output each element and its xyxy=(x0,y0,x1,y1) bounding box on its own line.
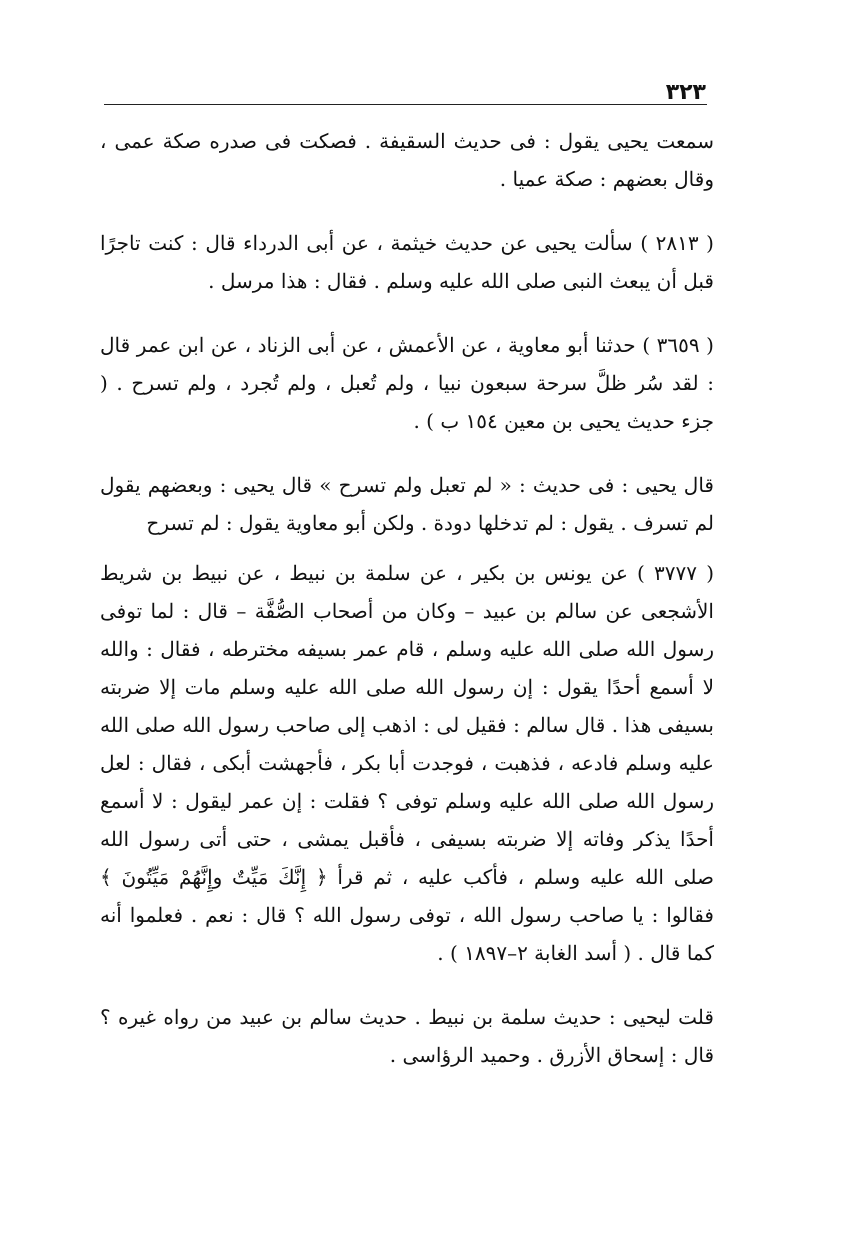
page-content xyxy=(100,122,714,1074)
page-number: ٣٢٣ xyxy=(665,80,706,105)
paragraph-saqifa: سمعت يحيى يقول : فى حديث السقيفة . فصكت فى صدره صكة عمى ، وقال بعضهم : صكة عميا . xyxy=(100,129,714,191)
paragraph-final-question: قلت ليحيى : حديث سلمة بن نبيط . حديث سالم بن عبيد من رواه غيره ؟ قال : إسحاق الأزرق . وحميد الرؤاسى . xyxy=(100,1005,714,1067)
header-rule xyxy=(104,104,707,105)
paragraph-3777: ( ٣٧٧٧ ) عن يونس بن بكير ، عن سلمة بن نبيط ، عن نبيط بن شريط الأشجعى عن سالم بن عبيد – وكان من أصحاب الصُّفَّة – قال : لما توفى رسول الله صلى الله عليه وسلم ، قام عمر بسيفه مخترطه ، فقال : والله لا أسمع أحدًا يقول : إن رسول الله صلى الله عليه وسلم مات إلا ضربته بسيفى هذا . قال سالم : فقيل لى : اذهب إلى صاحب رسول الله صلى الله عليه وسلم فادعه ، فذهبت ، فوجدت أبا بكر ، فأجهشت أبكى ، فقال : لعل رسول الله صلى الله عليه وسلم توفى ؟ فقلت : إن عمر ليقول : لا أسمع أحدًا يذكر وفاته إلا ضربته بسيفى ، فأقبل يمشى ، حتى أتى رسول الله صلى الله عليه وسلم ، فأكب عليه ، ثم قرأ ﴿ إِنَّكَ مَيِّتٌ وإِنَّهُمْ مَيِّتُونَ ﴾ فقالوا : يا صاحب رسول الله ، توفى رسول الله ؟ قال : نعم . فعلموا أنه كما قال . ( أسد الغابة ٢–١٨٩٧ ) . xyxy=(100,561,714,965)
paragraph-2813: ( ٢٨١٣ ) سألت يحيى عن حديث خيثمة ، عن أبى الدرداء قال : كنت تاجرًا قبل أن يبعث النبى صلى الله عليه وسلم . فقال : هذا مرسل . xyxy=(100,231,714,293)
paragraph-yahya-commentary: قال يحيى : فى حديث : « لم تعبل ولم تسرح » قال يحيى : وبعضهم يقول لم تسرف . يقول : لم تدخلها دودة . ولكن أبو معاوية يقول : لم تسرح xyxy=(100,473,714,535)
paragraph-3659: ( ٣٦٥٩ ) حدثنا أبو معاوية ، عن الأعمش ، عن أبى الزناد ، عن ابن عمر قال : لقد سُر ظلَّ سرحة سبعون نبيا ، ولم تُعبل ، ولم تُجرد ، ولم تسرح . ( جزء حديث يحيى بن معين ١٥٤ ب ) . xyxy=(100,333,714,433)
